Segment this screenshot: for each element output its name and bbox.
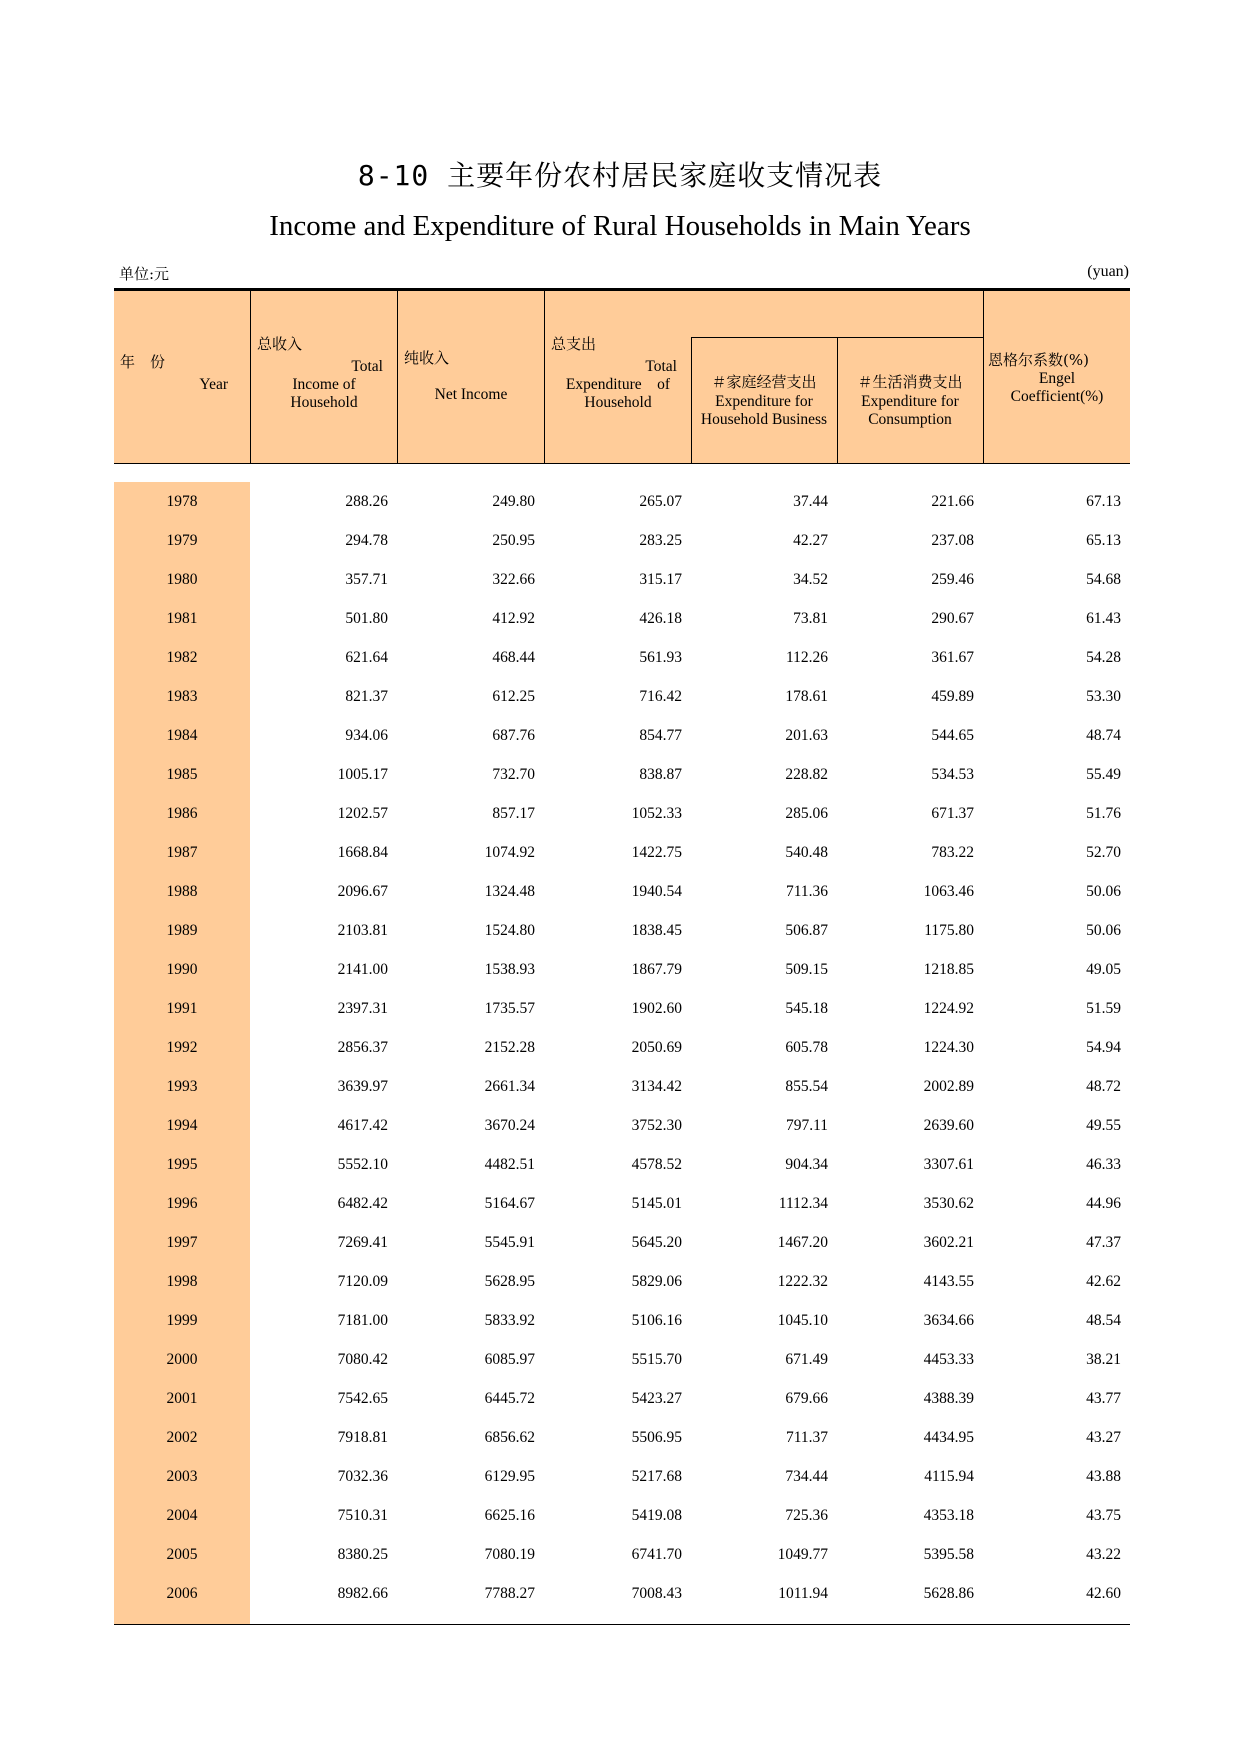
cell-year: 2002 — [166, 1429, 198, 1446]
header-divider — [250, 291, 251, 463]
cell-net-income: 2661.34 — [484, 1078, 535, 1095]
cell-engel: 65.13 — [1086, 532, 1121, 549]
cell-business-expenditure: 679.66 — [785, 1390, 828, 1407]
cell-net-income: 6856.62 — [484, 1429, 535, 1446]
cell-net-income: 1324.48 — [484, 883, 535, 900]
cell-total-expenditure: 1940.54 — [631, 883, 682, 900]
cell-year: 1998 — [166, 1273, 198, 1290]
cell-total-expenditure: 2050.69 — [631, 1039, 682, 1056]
header-business-en-2: Household Business — [700, 411, 828, 428]
header-divider — [691, 337, 692, 463]
cell-net-income: 468.44 — [492, 649, 535, 666]
cell-total-expenditure: 5515.70 — [631, 1351, 682, 1368]
cell-total-income: 821.37 — [345, 688, 388, 705]
cell-total-expenditure: 3752.30 — [631, 1117, 682, 1134]
cell-engel: 54.68 — [1086, 571, 1121, 588]
unit-label-chinese: 单位:元 — [119, 265, 170, 283]
cell-business-expenditure: 1011.94 — [778, 1585, 828, 1602]
cell-total-income: 8982.66 — [337, 1585, 388, 1602]
header-total-income — [251, 291, 397, 463]
table-bottom-pad — [114, 1613, 1130, 1624]
cell-consumption-expenditure: 783.22 — [931, 844, 974, 861]
cell-year: 1980 — [166, 571, 198, 588]
cell-total-expenditure: 7008.43 — [631, 1585, 682, 1602]
table-row — [114, 1067, 1130, 1106]
cell-total-expenditure: 265.07 — [639, 493, 682, 510]
cell-net-income: 4482.51 — [484, 1156, 535, 1173]
cell-consumption-expenditure: 1224.30 — [923, 1039, 974, 1056]
cell-engel: 54.94 — [1086, 1039, 1121, 1056]
cell-consumption-expenditure: 4388.39 — [923, 1390, 974, 1407]
header-consumption-en-2: Consumption — [868, 411, 952, 428]
cell-total-income: 7181.00 — [337, 1312, 388, 1329]
cell-business-expenditure: 605.78 — [785, 1039, 828, 1056]
header-engel — [984, 291, 1130, 463]
cell-business-expenditure: 73.81 — [793, 610, 828, 627]
table-row — [114, 1574, 1130, 1613]
cell-total-expenditure: 5506.95 — [631, 1429, 682, 1446]
cell-net-income: 6625.16 — [484, 1507, 535, 1524]
cell-total-income: 7120.09 — [337, 1273, 388, 1290]
table-row — [114, 677, 1130, 716]
cell-consumption-expenditure: 1175.80 — [924, 922, 974, 939]
cell-engel: 48.54 — [1086, 1312, 1121, 1329]
cell-net-income: 857.17 — [492, 805, 535, 822]
cell-business-expenditure: 855.54 — [785, 1078, 828, 1095]
cell-consumption-expenditure: 5395.58 — [923, 1546, 974, 1563]
cell-total-income: 7510.31 — [337, 1507, 388, 1524]
cell-year: 2005 — [166, 1546, 198, 1563]
header-engel-cn: 恩格尔系数(%) — [988, 351, 1089, 369]
table-bottom-rule — [114, 1624, 1130, 1625]
cell-consumption-expenditure: 361.67 — [931, 649, 974, 666]
cell-total-income: 934.06 — [345, 727, 388, 744]
header-business-cn: ＃家庭经营支出 — [711, 373, 817, 391]
cell-business-expenditure: 509.15 — [785, 961, 828, 978]
cell-business-expenditure: 34.52 — [793, 571, 828, 588]
cell-business-expenditure: 1045.10 — [777, 1312, 828, 1329]
cell-total-expenditure: 5145.01 — [631, 1195, 682, 1212]
cell-net-income: 6129.95 — [484, 1468, 535, 1485]
table-row — [114, 1535, 1130, 1574]
cell-year: 1987 — [166, 844, 198, 861]
cell-consumption-expenditure: 2639.60 — [923, 1117, 974, 1134]
cell-engel: 38.21 — [1086, 1351, 1121, 1368]
cell-engel: 67.13 — [1086, 493, 1121, 510]
cell-year: 1994 — [166, 1117, 198, 1134]
header-net-income — [398, 291, 544, 463]
header-divider — [983, 291, 984, 463]
cell-net-income: 612.25 — [492, 688, 535, 705]
header-divider — [544, 291, 545, 463]
cell-total-expenditure: 4578.52 — [631, 1156, 682, 1173]
cell-consumption-expenditure: 5628.86 — [923, 1585, 974, 1602]
header-engel-en-2: Coefficient(%) — [1010, 388, 1104, 405]
cell-total-income: 7269.41 — [337, 1234, 388, 1251]
table-row — [114, 872, 1130, 911]
title-english: Income and Expenditure of Rural Households in Main Years — [269, 210, 971, 242]
cell-total-expenditure: 315.17 — [639, 571, 682, 588]
cell-consumption-expenditure: 3602.21 — [923, 1234, 974, 1251]
table-row — [114, 1184, 1130, 1223]
table-row — [114, 1106, 1130, 1145]
header-total-income-cn: 总收入 — [257, 335, 303, 353]
cell-consumption-expenditure: 1218.85 — [923, 961, 974, 978]
cell-total-expenditure: 5106.16 — [631, 1312, 682, 1329]
table-row — [114, 1301, 1130, 1340]
header-business-expenditure — [691, 291, 837, 463]
table-row — [114, 1028, 1130, 1067]
cell-year: 1989 — [166, 922, 198, 939]
cell-total-income: 7542.65 — [337, 1390, 388, 1407]
cell-total-income: 7032.36 — [337, 1468, 388, 1485]
table-row — [114, 1496, 1130, 1535]
cell-net-income: 687.76 — [492, 727, 535, 744]
cell-engel: 49.55 — [1086, 1117, 1121, 1134]
cell-total-income: 2103.81 — [337, 922, 388, 939]
cell-total-expenditure: 561.93 — [639, 649, 682, 666]
cell-engel: 53.30 — [1086, 688, 1121, 705]
cell-total-expenditure: 838.87 — [639, 766, 682, 783]
header-business-en-1: Expenditure for — [715, 393, 813, 410]
cell-engel: 46.33 — [1086, 1156, 1121, 1173]
cell-consumption-expenditure: 3634.66 — [923, 1312, 974, 1329]
cell-net-income: 3670.24 — [484, 1117, 535, 1134]
cell-year: 1984 — [166, 727, 198, 744]
cell-total-income: 621.64 — [345, 649, 388, 666]
cell-net-income: 5628.95 — [484, 1273, 535, 1290]
header-year-cn: 年 份 — [120, 353, 166, 371]
cell-consumption-expenditure: 290.67 — [931, 610, 974, 627]
cell-net-income: 6085.97 — [484, 1351, 535, 1368]
cell-net-income: 1524.80 — [484, 922, 535, 939]
cell-total-income: 288.26 — [345, 493, 388, 510]
cell-net-income: 5833.92 — [484, 1312, 535, 1329]
cell-business-expenditure: 37.44 — [793, 493, 828, 510]
header-total-income-en-1: Total — [351, 358, 383, 375]
cell-total-expenditure: 1422.75 — [631, 844, 682, 861]
cell-total-expenditure: 3134.42 — [631, 1078, 682, 1095]
table-body — [114, 482, 1130, 1613]
data-table — [114, 288, 1130, 1625]
header-sub-rule — [691, 337, 983, 338]
cell-engel: 43.75 — [1086, 1507, 1121, 1524]
cell-year: 1981 — [166, 610, 198, 627]
cell-year: 2001 — [166, 1390, 198, 1407]
cell-total-income: 2397.31 — [337, 1000, 388, 1017]
table-row — [114, 482, 1130, 521]
cell-net-income: 5545.91 — [484, 1234, 535, 1251]
title-chinese: 8-10 主要年份农村居民家庭收支情况表 — [357, 159, 883, 192]
cell-engel: 54.28 — [1086, 649, 1121, 666]
table-row — [114, 599, 1130, 638]
header-total-income-en-3: Household — [290, 394, 358, 411]
cell-total-expenditure: 1052.33 — [631, 805, 682, 822]
cell-net-income: 250.95 — [492, 532, 535, 549]
cell-total-income: 5552.10 — [337, 1156, 388, 1173]
header-engel-en-1: Engel — [1038, 370, 1076, 387]
cell-business-expenditure: 506.87 — [785, 922, 828, 939]
cell-consumption-expenditure: 544.65 — [931, 727, 974, 744]
cell-total-expenditure: 1867.79 — [631, 961, 682, 978]
cell-business-expenditure: 734.44 — [785, 1468, 828, 1485]
cell-business-expenditure: 1222.32 — [777, 1273, 828, 1290]
cell-engel: 50.06 — [1086, 883, 1121, 900]
header-total-expenditure — [545, 291, 691, 463]
cell-year: 2006 — [166, 1585, 198, 1602]
cell-total-expenditure: 5829.06 — [631, 1273, 682, 1290]
table-row — [114, 1145, 1130, 1184]
cell-business-expenditure: 201.63 — [785, 727, 828, 744]
cell-engel: 52.70 — [1086, 844, 1121, 861]
cell-engel: 43.27 — [1086, 1429, 1121, 1446]
cell-year: 1988 — [166, 883, 198, 900]
cell-year: 1995 — [166, 1156, 198, 1173]
header-net-income-cn: 纯收入 — [404, 349, 450, 367]
cell-engel: 51.76 — [1086, 805, 1121, 822]
cell-engel: 44.96 — [1086, 1195, 1121, 1212]
table-row — [114, 638, 1130, 677]
cell-total-income: 6482.42 — [337, 1195, 388, 1212]
cell-business-expenditure: 904.34 — [785, 1156, 828, 1173]
cell-business-expenditure: 228.82 — [785, 766, 828, 783]
cell-year: 1978 — [166, 493, 198, 510]
cell-business-expenditure: 1049.77 — [777, 1546, 828, 1563]
cell-year: 1983 — [166, 688, 198, 705]
cell-year: 1999 — [166, 1312, 198, 1329]
cell-year: 1993 — [166, 1078, 198, 1095]
cell-consumption-expenditure: 259.46 — [931, 571, 974, 588]
cell-engel: 43.22 — [1086, 1546, 1121, 1563]
cell-engel: 48.72 — [1086, 1078, 1121, 1095]
table-row — [114, 755, 1130, 794]
cell-consumption-expenditure: 1224.92 — [923, 1000, 974, 1017]
cell-consumption-expenditure: 3307.61 — [923, 1156, 974, 1173]
table-row — [114, 716, 1130, 755]
cell-year: 1986 — [166, 805, 198, 822]
cell-consumption-expenditure: 3530.62 — [923, 1195, 974, 1212]
header-consumption-cn: ＃生活消费支出 — [857, 373, 963, 391]
cell-net-income: 7080.19 — [484, 1546, 535, 1563]
cell-net-income: 1074.92 — [484, 844, 535, 861]
cell-net-income: 2152.28 — [484, 1039, 535, 1056]
header-total-expenditure-cn: 总支出 — [551, 335, 597, 353]
cell-total-expenditure: 5217.68 — [631, 1468, 682, 1485]
cell-total-income: 2141.00 — [337, 961, 388, 978]
cell-year: 1982 — [166, 649, 198, 666]
cell-total-income: 1202.57 — [337, 805, 388, 822]
unit-label-english: (yuan) — [1087, 263, 1129, 280]
header-total-expenditure-en-1: Total — [645, 358, 677, 375]
cell-net-income: 7788.27 — [484, 1585, 535, 1602]
cell-net-income: 249.80 — [492, 493, 535, 510]
cell-year: 1990 — [166, 961, 198, 978]
cell-consumption-expenditure: 4115.94 — [924, 1468, 974, 1485]
cell-business-expenditure: 285.06 — [785, 805, 828, 822]
cell-business-expenditure: 42.27 — [793, 532, 828, 549]
table-row — [114, 1340, 1130, 1379]
cell-total-expenditure: 5419.08 — [631, 1507, 682, 1524]
cell-total-income: 501.80 — [345, 610, 388, 627]
cell-total-income: 2856.37 — [337, 1039, 388, 1056]
cell-engel: 43.77 — [1086, 1390, 1121, 1407]
table-row — [114, 1418, 1130, 1457]
table-row — [114, 794, 1130, 833]
table-header — [114, 291, 1130, 464]
cell-business-expenditure: 1467.20 — [777, 1234, 828, 1251]
cell-consumption-expenditure: 671.37 — [931, 805, 974, 822]
header-year-en: Year — [199, 376, 228, 393]
cell-business-expenditure: 1112.34 — [778, 1195, 828, 1212]
cell-year: 2000 — [166, 1351, 198, 1368]
cell-consumption-expenditure: 4453.33 — [923, 1351, 974, 1368]
cell-year: 1997 — [166, 1234, 198, 1251]
header-total-expenditure-en-3: Household — [584, 394, 652, 411]
cell-total-income: 2096.67 — [337, 883, 388, 900]
cell-engel: 55.49 — [1086, 766, 1121, 783]
cell-consumption-expenditure: 2002.89 — [923, 1078, 974, 1095]
cell-consumption-expenditure: 4353.18 — [923, 1507, 974, 1524]
table-row — [114, 1379, 1130, 1418]
cell-business-expenditure: 545.18 — [785, 1000, 828, 1017]
table-row — [114, 1223, 1130, 1262]
cell-engel: 48.74 — [1086, 727, 1121, 744]
table-row — [114, 989, 1130, 1028]
cell-year: 1991 — [166, 1000, 198, 1017]
cell-year: 1996 — [166, 1195, 198, 1212]
table-row — [114, 833, 1130, 872]
cell-total-expenditure: 716.42 — [639, 688, 682, 705]
header-consumption-expenditure — [837, 291, 983, 463]
cell-total-income: 7918.81 — [337, 1429, 388, 1446]
cell-engel: 47.37 — [1086, 1234, 1121, 1251]
cell-net-income: 412.92 — [492, 610, 535, 627]
cell-total-income: 4617.42 — [337, 1117, 388, 1134]
cell-engel: 42.62 — [1086, 1273, 1121, 1290]
cell-business-expenditure: 711.37 — [785, 1429, 828, 1446]
cell-total-expenditure: 6741.70 — [631, 1546, 682, 1563]
cell-engel: 42.60 — [1086, 1585, 1121, 1602]
cell-total-expenditure: 283.25 — [639, 532, 682, 549]
cell-engel: 43.88 — [1086, 1468, 1121, 1485]
cell-business-expenditure: 711.36 — [785, 883, 828, 900]
cell-total-income: 1668.84 — [337, 844, 388, 861]
cell-year: 1992 — [166, 1039, 198, 1056]
cell-business-expenditure: 725.36 — [785, 1507, 828, 1524]
cell-consumption-expenditure: 237.08 — [931, 532, 974, 549]
cell-consumption-expenditure: 4143.55 — [923, 1273, 974, 1290]
cell-total-income: 3639.97 — [337, 1078, 388, 1095]
cell-year: 1979 — [166, 532, 198, 549]
table-row — [114, 1262, 1130, 1301]
cell-consumption-expenditure: 459.89 — [931, 688, 974, 705]
cell-consumption-expenditure: 1063.46 — [923, 883, 974, 900]
cell-net-income: 1735.57 — [484, 1000, 535, 1017]
header-total-expenditure-en-2: Expenditure of — [565, 376, 671, 393]
cell-year: 2004 — [166, 1507, 198, 1524]
header-net-income-en: Net Income — [434, 386, 508, 403]
cell-net-income: 5164.67 — [484, 1195, 535, 1212]
cell-total-income: 8380.25 — [337, 1546, 388, 1563]
table-row — [114, 560, 1130, 599]
header-divider — [837, 337, 838, 463]
cell-net-income: 1538.93 — [484, 961, 535, 978]
cell-total-income: 294.78 — [345, 532, 388, 549]
cell-total-expenditure: 5423.27 — [631, 1390, 682, 1407]
cell-engel: 61.43 — [1086, 610, 1121, 627]
cell-total-expenditure: 1902.60 — [631, 1000, 682, 1017]
header-year — [114, 291, 250, 463]
cell-consumption-expenditure: 4434.95 — [923, 1429, 974, 1446]
cell-total-income: 357.71 — [345, 571, 388, 588]
cell-total-expenditure: 1838.45 — [631, 922, 682, 939]
cell-engel: 50.06 — [1086, 922, 1121, 939]
table-row — [114, 911, 1130, 950]
cell-business-expenditure: 671.49 — [785, 1351, 828, 1368]
cell-net-income: 322.66 — [492, 571, 535, 588]
cell-consumption-expenditure: 534.53 — [931, 766, 974, 783]
cell-total-expenditure: 426.18 — [639, 610, 682, 627]
cell-engel: 49.05 — [1086, 961, 1121, 978]
cell-business-expenditure: 112.26 — [785, 649, 828, 666]
cell-year: 1985 — [166, 766, 198, 783]
header-total-income-en-2: Income of — [292, 376, 356, 393]
table-row — [114, 1457, 1130, 1496]
cell-net-income: 732.70 — [492, 766, 535, 783]
cell-engel: 51.59 — [1086, 1000, 1121, 1017]
cell-total-expenditure: 5645.20 — [631, 1234, 682, 1251]
cell-total-income: 1005.17 — [337, 766, 388, 783]
table-row — [114, 950, 1130, 989]
cell-year: 2003 — [166, 1468, 198, 1485]
cell-total-expenditure: 854.77 — [639, 727, 682, 744]
cell-business-expenditure: 540.48 — [785, 844, 828, 861]
cell-business-expenditure: 178.61 — [785, 688, 828, 705]
header-consumption-en-1: Expenditure for — [861, 393, 959, 410]
cell-business-expenditure: 797.11 — [785, 1117, 828, 1134]
cell-total-income: 7080.42 — [337, 1351, 388, 1368]
header-divider — [397, 291, 398, 463]
cell-net-income: 6445.72 — [484, 1390, 535, 1407]
table-row — [114, 521, 1130, 560]
cell-consumption-expenditure: 221.66 — [931, 493, 974, 510]
